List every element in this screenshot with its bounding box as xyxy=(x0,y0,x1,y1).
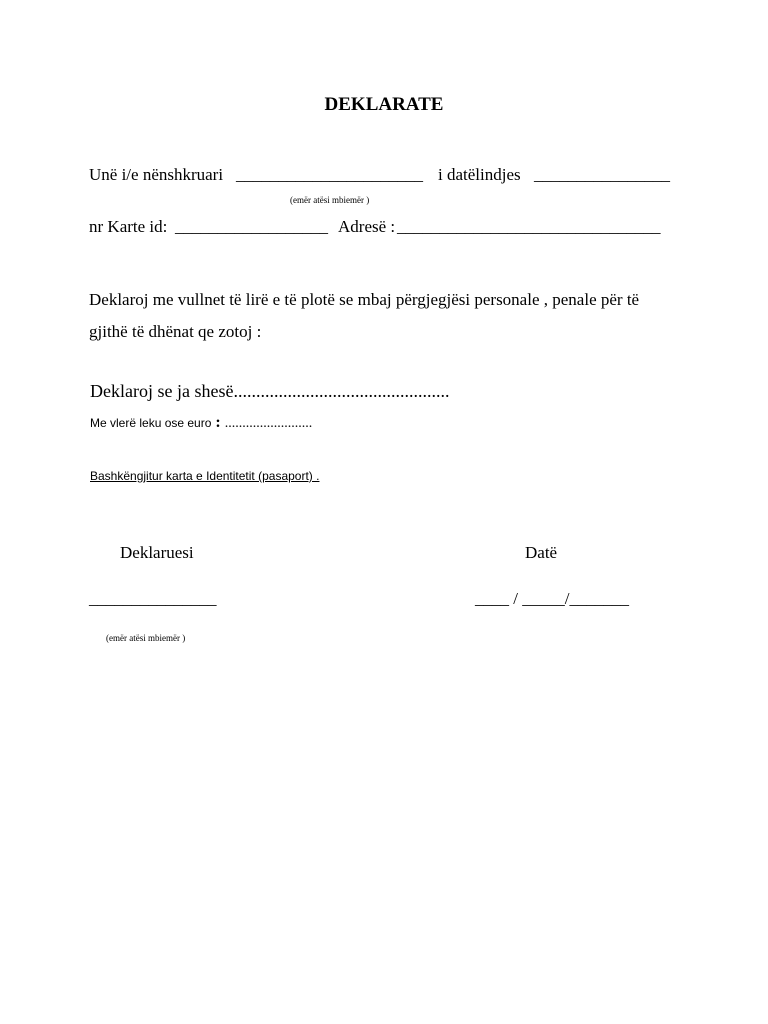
signature-blank-field[interactable]: _______________ xyxy=(89,589,217,608)
declaration-line-2: gjithë të dhënat qe zotoj : xyxy=(89,322,262,341)
value-colon: : xyxy=(215,414,221,431)
declarant-label: Deklaruesi xyxy=(120,543,194,562)
name-prefix-label: Unë i/e nënshkruari xyxy=(89,165,224,184)
address-blank-field[interactable]: _______________________________ xyxy=(397,217,661,236)
date-blank-field[interactable]: ____ / _____/_______ xyxy=(475,589,629,608)
card-id-label: nr Karte id: xyxy=(89,217,168,236)
name-blank-field[interactable]: ______________________ xyxy=(236,165,423,184)
declaration-line-1: Deklaroj me vullnet të lirë e të plotë se mbaj përgjegjësi personale , penale për të xyxy=(89,290,640,309)
attachment-note: Bashkëngjitur karta e Identitetit (pasaport) . xyxy=(90,469,320,483)
dob-blank-field[interactable]: ________________ xyxy=(534,165,670,184)
card-id-blank-field[interactable]: __________________ xyxy=(175,217,328,236)
date-label: Datë xyxy=(525,543,558,562)
dob-label: i datëlindjes xyxy=(438,165,521,184)
name-note: (emër atësi mbiemër ) xyxy=(290,195,370,205)
page-title: DEKLARATE xyxy=(324,94,444,115)
value-dots-field[interactable]: ......................... xyxy=(224,416,313,431)
value-label: Me vlerë leku ose euro xyxy=(90,416,212,430)
signature-note: (emër atësi mbiemër ) xyxy=(106,633,186,643)
sale-declaration: Deklaroj se ja shesë................................................ xyxy=(90,381,450,401)
address-label: Adresë : xyxy=(338,217,396,236)
